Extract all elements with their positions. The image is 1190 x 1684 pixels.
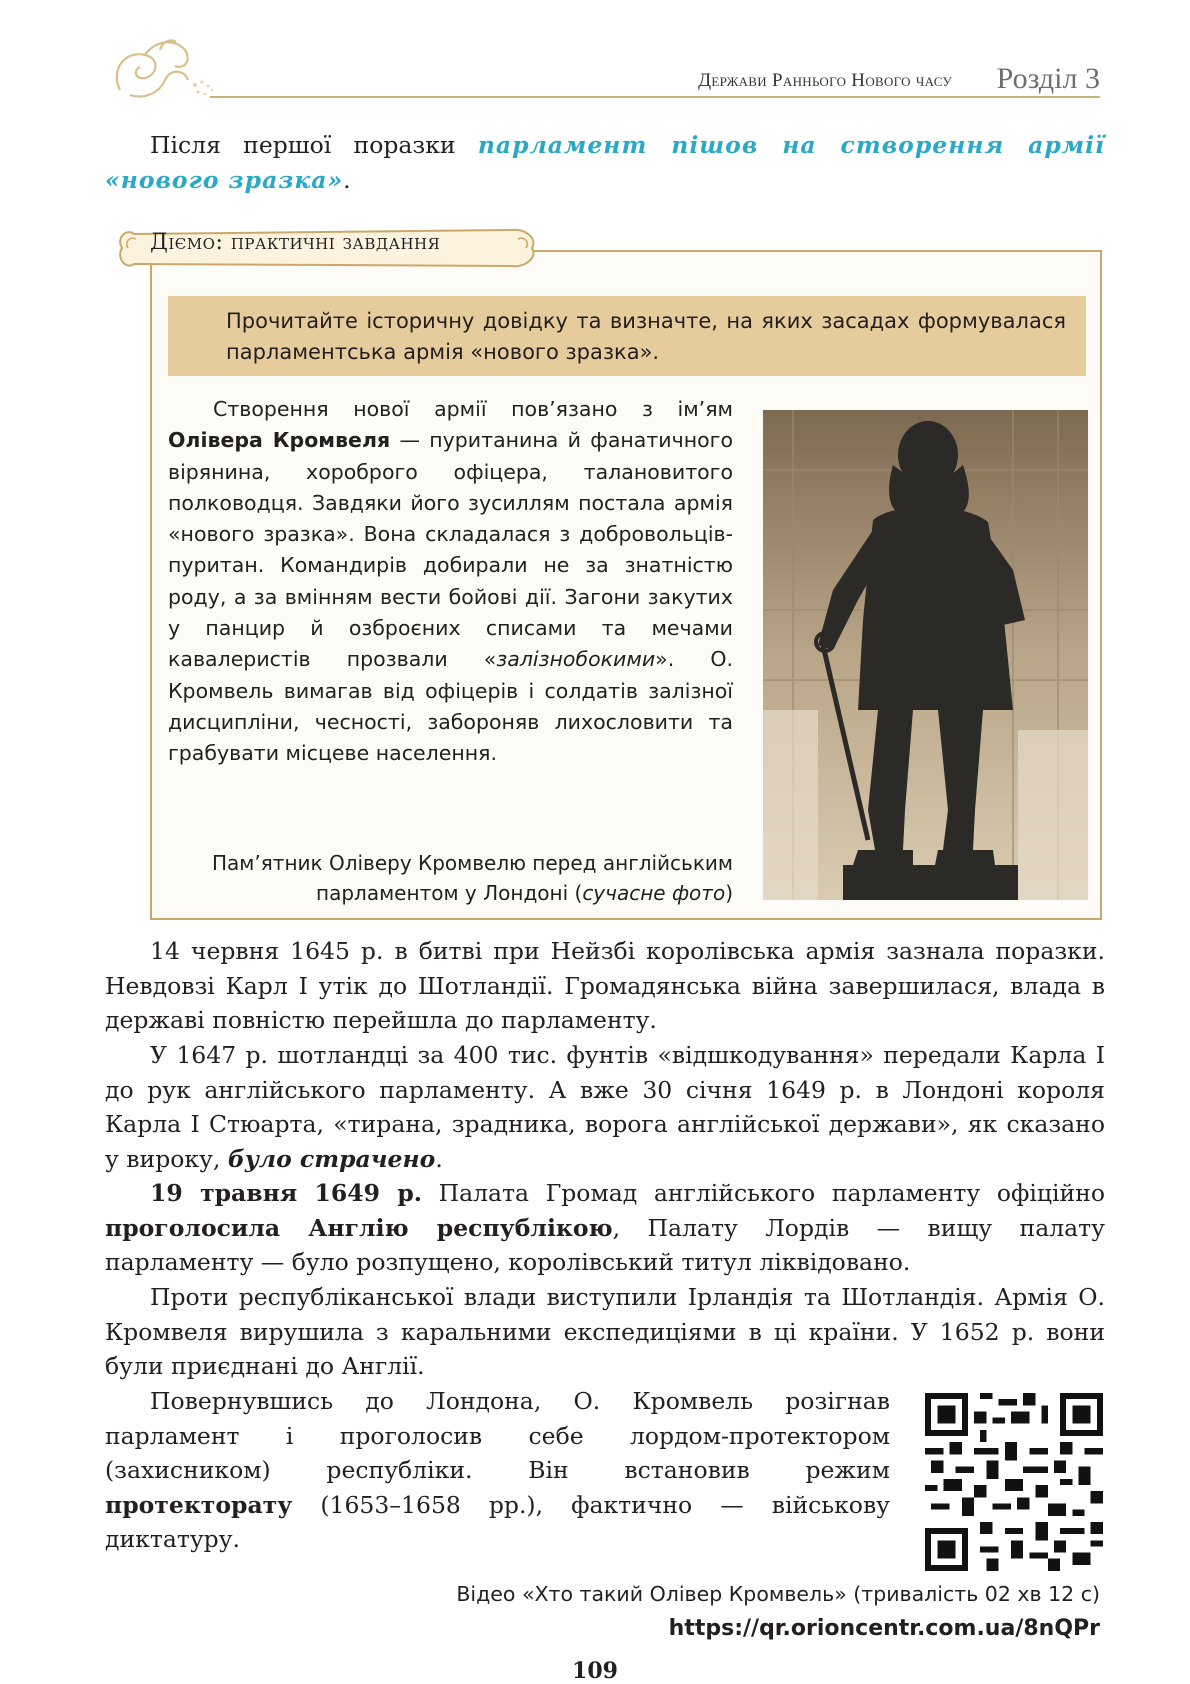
p3-emphasis: проголосила Англію республікою [105,1213,613,1242]
p3-text-1: Палата Громад англійського парламенту офіційно [421,1179,1106,1207]
paragraph-5 [105,1384,890,1557]
chapter-label: Розділ 3 [996,62,1100,95]
video-link[interactable]: https://qr.orioncentr.com.ua/8nQPr [668,1616,1100,1641]
qr-code-icon[interactable] [925,1393,1103,1571]
running-title: Держави Раннього Нового часу [698,70,952,91]
p5-emphasis: протекторату [105,1490,293,1519]
p5-text-1: Повернувшись до Лондона, О. Кромвель розігнав парламент і проголосив себе лордом-протектором (захисником) республіки. Він встановив режим [105,1387,890,1484]
paragraph-2 [105,1038,1105,1176]
cromwell-statue-photo [763,410,1088,900]
paragraph-4: Проти республіканської влади виступили Ірландія та Шотландія. Армія О. Кромвеля вирушила з каральними експедиціями в ці країни. У 1652 р. вони були приєднані до Англії. [105,1283,1105,1380]
p2-emphasis: було страчено [227,1144,436,1173]
p2-text: У 1647 р. шотландці за 400 тис. фунтів «відшкодування» передали Карла I до рук англійського парламенту. А вже 30 січня 1649 р. в Лондоні короля Карла I Стюарта, «тирана, зрадника, ворога англійської держави», як сказано у вироку, [105,1041,1105,1173]
intro-highlight: парламент пішов на створення армії «нового зразка» [105,131,1105,194]
intro-paragraph [105,128,1105,197]
paragraph-1: 14 червня 1645 р. в битві при Нейзбі королівська армія зазнала поразки. Невдовзі Карл I утік до Шотландії. Громадянська війна завершилася, влада в державі повністю перейшла до парламенту. [105,937,1105,1034]
p3-text-2: , Палату Лордів — вищу палату парламенту — було розпущено, королівський титул ліквідовано. [105,1213,1105,1276]
p2-end: . [435,1144,443,1173]
corner-ornament-icon [100,30,220,110]
historical-reference [168,394,733,770]
header-rule [210,96,1100,98]
intro-tail: . [343,165,351,194]
photo-caption [158,848,733,908]
intro-lead: Після першої поразки [150,131,478,159]
video-description: Відео «Хто такий Олівер Кромвель» (тривалість 02 хв 12 с) [456,1582,1100,1606]
caption-end: ) [725,881,733,905]
p3-date: 19 травня 1649 р. [150,1179,422,1207]
ref-term: залізнобокими [496,647,656,672]
task-label: Діємо: практичні завдання [150,230,441,255]
caption-italic: сучасне фото [582,881,726,905]
p5-text-2: (1653–1658 рр.), фактично — військову диктатуру. [105,1490,890,1553]
paragraph-3 [105,1176,1105,1280]
ref-text-2: — пуританина й фанатичного вірянина, хороброго офіцера, талановитого полководця. Завдяки його зусиллям постала армія «нового зразка». Вона складалася з добровольців-пуритан. Командирів добирали не за знатністю роду, а за вмінням вести бойові дії. Загони закутих у панцир й озброєних списами та мечами кавалеристів прозвали « [168,428,733,672]
ref-text-1: Створення нової армії пов’язано з ім’ям [213,397,733,421]
task-instruction: Прочитайте історичну довідку та визначте, на яких засадах формувалася парламентська армія «нового зразка». [168,296,1086,376]
page-number: 109 [572,1658,618,1684]
ref-text-3: ». О. Кромвель вимагав від офіцерів і солдатів залізної дисципліни, чесності, забороняв лихословити та грабувати місцеве населення. [168,647,733,766]
caption-text: Пам’ятник Оліверу Кромвелю перед англійським парламентом у Лондоні ( [212,851,733,905]
ref-name: Олівера Кромвеля [168,428,391,453]
